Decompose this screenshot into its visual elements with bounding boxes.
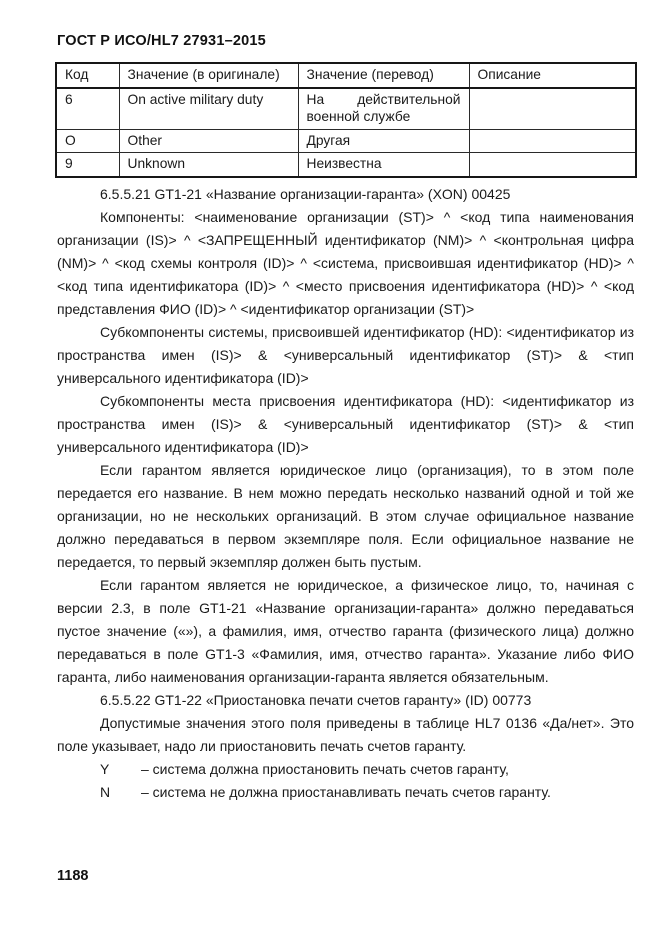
table-row (56, 129, 636, 153)
table-row (56, 153, 636, 177)
column-header-description: Описание (469, 63, 636, 88)
value-list (57, 758, 634, 804)
column-header-value-translated: Значение (перевод) (298, 63, 469, 88)
value-list-item (57, 781, 634, 804)
table-row (56, 88, 636, 130)
table-cell-original: Unknown (119, 153, 298, 177)
code-values-table (55, 62, 637, 178)
table-cell-code: O (56, 129, 119, 153)
paragraph-legal-entity: Если гарантом является юридическое лицо (организация), то в этом поле передается его название. В нем можно передать несколько названий одной и той же организации, но не нескольких организаций. В этом случае официальное название должно передаваться в первом экземпляре поля. Если официальное название не передается, то первый экземпляр должен быть пустым. (57, 462, 634, 570)
column-header-value-original: Значение (в оригинале) (119, 63, 298, 88)
value-list-item (57, 758, 634, 781)
column-header-code: Код (56, 63, 119, 88)
table-cell-code: 9 (56, 153, 119, 177)
table-header-row (56, 63, 636, 88)
value-code: N (100, 784, 111, 800)
paragraph-components: Компоненты: <наименование организации (ST)> ^ <код типа наименования организации (IS)> ^ <ЗАПРЕЩЕННЫЙ идентификатор (NM)> ^ <контрольная цифра (NM)> ^ <код схемы контроля (ID)> ^ <система, присвоившая идентификатор (HD)> ^ <код типа идентификатора (ID)> ^ <место присвоения идентификатора (HD)> ^ <код представления ФИО (ID)> ^ <идентификатор организации (ST)> (57, 209, 634, 317)
table-cell-translation: Другая (298, 129, 469, 153)
table-cell-original: Other (119, 129, 298, 153)
table-cell-description (469, 88, 636, 130)
paragraph-physical-person: Если гарантом является не юридическое, а физическое лицо, то, начиная с версии 2.3, в поле GT1-21 «Название организации-гаранта» должно передаваться пустое значение («»), а фамилия, имя, отчество гаранта (физического лица) должно передаваться в поле GT1-3 «Фамилия, имя, отчество гаранта». Указание либо ФИО гаранта, либо наименования организации-гаранта является обязательным. (57, 577, 634, 685)
body-text-block (57, 183, 634, 804)
paragraph-subcomponents-assigning-place: Субкомпоненты места присвоения идентификатора (HD): <идентификатор из пространства имен (IS)> & <универсальный идентификатор (ST)> & <тип универсального идентификатора (ID)> (57, 393, 634, 455)
paragraph-allowed-values: Допустимые значения этого поля приведены в таблице HL7 0136 «Да/нет». Это поле указывает, надо ли приостановить печать счетов гаранту. (57, 715, 634, 754)
table-cell-code: 6 (56, 88, 119, 130)
table-cell-translation: Неизвестна (298, 153, 469, 177)
page-number: 1188 (57, 868, 89, 884)
value-description: – система не должна приостанавливать печать счетов гаранту. (141, 784, 551, 800)
value-code: Y (100, 761, 110, 777)
table-cell-description (469, 129, 636, 153)
document-standard-title: ГОСТ Р ИСО/HL7 27931–2015 (57, 33, 266, 49)
section-heading-gt1-21: 6.5.5.21 GT1-21 «Название организации-гаранта» (XON) 00425 (100, 186, 511, 202)
table-cell-original: On active military duty (119, 88, 298, 130)
value-description: – система должна приостановить печать счетов гаранту, (141, 761, 509, 777)
paragraph-subcomponents-assigning-system: Субкомпоненты системы, присвоившей идентификатор (HD): <идентификатор из пространства имен (IS)> & <универсальный идентификатор (ST)> & <тип универсального идентификатора (ID)> (57, 324, 634, 386)
section-heading-gt1-22: 6.5.5.22 GT1-22 «Приостановка печати счетов гаранту» (ID) 00773 (100, 692, 532, 708)
table-cell-description (469, 153, 636, 177)
table-cell-translation: На действительной военной службе (298, 88, 469, 130)
